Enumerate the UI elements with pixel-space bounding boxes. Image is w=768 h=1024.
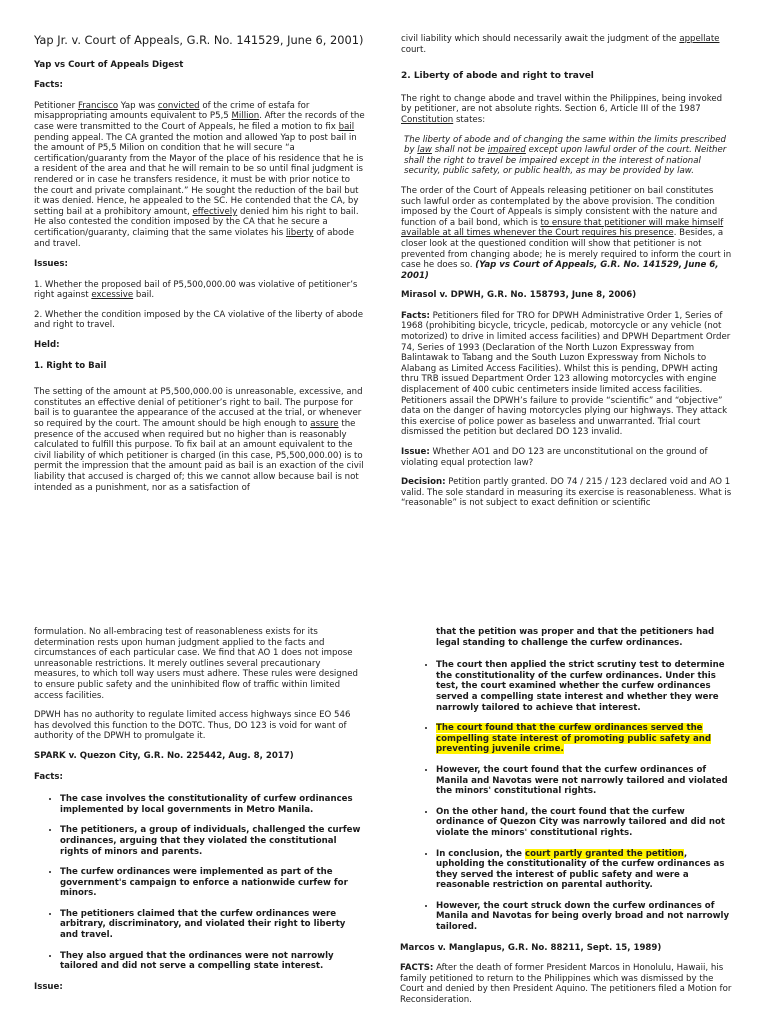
issue-2: 2. Whether the condition imposed by the CA violative of the liberty of abode and right to travel. xyxy=(34,309,364,331)
text: of abode and travel. xyxy=(34,227,354,249)
spark-held-list xyxy=(410,660,734,932)
held-heading: Held: xyxy=(34,340,60,351)
mirasol-heading: Mirasol v. DPWH, G.R. No. 158793, June 8, 2006) xyxy=(401,290,637,301)
top-left-column xyxy=(34,34,366,502)
text: . After the records of the case were transmitted to the Court of Appeals, he filed a motion to fix xyxy=(34,111,365,132)
label: Issue: xyxy=(401,447,430,457)
text: The liberty of abode and of changing the same within the limits prescribed by xyxy=(404,134,727,156)
marcos-facts xyxy=(400,963,734,1005)
text: After the death of former President Marcos in Honolulu, Hawaii, his family petitioned to return to the Philippines which was dismissed by the Court and denied by then President Aquino. The petitioners filed a Motion for Reconsideration. xyxy=(400,963,732,1006)
dpwh-paragraph: DPWH has no authority to regulate limited access highways since EO 546 has devolved this function to the DOTC. Thus, DO 123 is void for want of authority of the DPWH to promulgate it. xyxy=(34,710,351,742)
list-item: • The curfew ordinances were implemented as part of the government's campaign to enforce a nationwide curfew for minors. xyxy=(60,867,366,899)
facts-paragraph xyxy=(34,101,366,249)
text: pending appeal. The CA granted the motion and allowed Yap to post bail in the amount of P5,5 Milion on condition that he will secure “a certification/guaranty from the Mayor of the place of his residence that he is a resident of the area and that he will remain to be so until final judgment is rendered or in case he transfers residence, it must be with prior notice to the court and private complainant.” He sought the reduction of the bail but it was denied. Hence, he appealed to the SC. He contended that the CA, by setting bail at a prohibitory amount, xyxy=(34,132,364,217)
list-item: • They also argued that the ordinances were not narrowly tailored and did not serve a compelling state interest. xyxy=(60,951,366,972)
text: Petition partly granted. DO 74 / 215 / 123 declared void and AO 1 valid. The sole standard in measuring its exercise is reasonableness. What is “reasonable” is not subject to exact definition or scientific xyxy=(401,477,732,509)
list-item: • The court then applied the strict scrutiny test to determine the constitutionality of the curfew ordinances. Under this test, the court examined whether the curfew ordinances served a compelling state interest and whether they were narrowly tailored to achieve that interest. xyxy=(436,660,734,713)
text: The setting of the amount at P5,500,000.00 is unreasonable, excessive, and constitutes an effective denial of petitioner’s right to bail. The purpose for bail is to guarantee the appearance of the accused at the trial, or whenever so required by the court. The amount should be high enough to xyxy=(34,387,363,430)
underlined-phrase: to ensure that petitioner will make himself available at all times whenever the Court requires his presence xyxy=(401,217,724,239)
mirasol-issue xyxy=(401,447,734,468)
link-effectively[interactable]: effectively xyxy=(192,206,238,217)
highlight: The court found that the curfew ordinances served the compelling state interest of promoting public safety and preventing juvenile crime. xyxy=(436,723,712,755)
text: of the crime of estafa for misappropriating amounts equivalent to P5,5 xyxy=(34,100,310,122)
text: except upon lawful order of the court. Neither shall the right to travel be impaired except in the interest of national security, public safety, or public health, as may be provided by law. xyxy=(404,145,727,177)
text: Yap was xyxy=(118,100,158,111)
list-item: • However, the court struck down the curfew ordinances of Manila and Navotas for being overly broad and not narrowly tailored. xyxy=(436,901,734,933)
label: FACTS: xyxy=(400,963,434,974)
link-constitution[interactable]: Constitution xyxy=(401,114,454,125)
text: . Besides, a closer look at the questioned condition will show that petitioner is not prevented from changing abode; he is merely required to inform the court in case he does so. xyxy=(401,228,732,271)
citation: (Yap vs Court of Appeals, G.R. No. 141529, June 6, 2001) xyxy=(401,260,719,281)
text: civil liability which should necessarily await the judgment of the xyxy=(401,34,680,44)
spark-heading: SPARK v. Quezon City, G.R. No. 225442, Aug. 8, 2017) xyxy=(34,750,294,761)
spark-issue-heading: Issue: xyxy=(34,981,63,992)
continuation-bold: that the petition was proper and that the petitioners had legal standing to challenge the curfew ordinances. xyxy=(436,627,715,648)
link-liberty[interactable]: liberty xyxy=(286,227,314,238)
link-convicted[interactable]: convicted xyxy=(157,100,200,111)
reasonableness-paragraph: formulation. No all-embracing test of reasonableness exists for its determination rests upon human judgment applied to the facts and circumstances of each particular case. We find that AO 1 does not impose unreasonable restrictions. It merely outlines several precautionary measures, to which toll way users must adhere. These rules were designed to ensure public safety and the uninhibited flow of traffic within limited access facilities. xyxy=(34,627,358,701)
held-paragraph xyxy=(34,387,366,493)
link-assure[interactable]: assure xyxy=(310,419,339,430)
link-francisco[interactable]: Francisco xyxy=(77,100,119,111)
link-excessive[interactable]: excessive xyxy=(91,290,134,301)
list-item-highlighted xyxy=(436,723,734,755)
issue-1 xyxy=(34,280,366,301)
highlight: court partly granted the petition xyxy=(524,848,684,859)
text: shall not be xyxy=(431,145,488,156)
label: Decision: xyxy=(401,477,446,488)
text: court. xyxy=(401,44,427,55)
list-item xyxy=(436,849,734,891)
text: the presence of the accused when required but no higher than is reasonably calculated to fulfill this purpose. To fix bail at an amount equivalent to the civil liability of which petitioner is charged (in this case, P5,500,000.00) is to permit the impression that the amount paid as bail is an exaction of the civil liability that accused is charged of; this we cannot allow because bail is not intended as a punishment, nor as a satisfaction of xyxy=(34,419,364,493)
spark-facts-heading: Facts: xyxy=(34,771,63,782)
text: , upholding the constitutionality of the curfew ordinances as they served the interest of public safety and were a reasonable restriction on parental authority. xyxy=(436,848,725,891)
text: states: xyxy=(453,114,486,125)
liberty-heading: 2. Liberty of abode and right to travel xyxy=(401,71,594,82)
issues-heading: Issues: xyxy=(34,259,68,270)
list-item: • The petitioners, a group of individuals, challenged the curfew ordinances, arguing that they violated the constitutional rights of minors and parents. xyxy=(60,825,366,857)
text: The right to change abode and travel within the Philippines, being invoked by petitioner, are not absolute rights. Section 6, Article III of the 1987 xyxy=(401,93,723,115)
right-to-bail-heading: 1. Right to Bail xyxy=(34,360,107,371)
page-break xyxy=(0,560,768,622)
bottom-left-column xyxy=(34,627,366,1002)
constitution-quote xyxy=(401,135,734,177)
case-title: Yap Jr. v. Court of Appeals, G.R. No. 141529, June 6, 2001) xyxy=(34,33,364,47)
text: The order of the Court of Appeals releasing petitioner on bail constitutes such lawful order as contemplated by the above provision. The condition imposed by the Court of Appeals is simply consistent with the nature and function of a bail bond, which is xyxy=(401,185,718,228)
marcos-heading: Marcos v. Manglapus, G.R. No. 88211, Sept. 15, 1989) xyxy=(400,942,662,953)
mirasol-facts xyxy=(401,311,734,438)
link-appellate[interactable]: appellate xyxy=(679,34,720,44)
facts-heading: Facts: xyxy=(34,80,63,91)
list-item: • However, the court found that the curfew ordinances of Manila and Navotas were not narrowly tailored and violated the minors' constitutional rights. xyxy=(436,765,734,797)
list-item: • On the other hand, the court found that the curfew ordinance of Quezon City was narrowly tailored and did not violate the minors' constitutional rights. xyxy=(436,807,734,839)
link-bail[interactable]: bail xyxy=(338,121,355,132)
text: In conclusion, the xyxy=(436,848,525,859)
text: Whether AO1 and DO 123 are unconstitutional on the ground of violating equal protection law? xyxy=(401,447,708,468)
bottom-right-column xyxy=(400,627,734,1015)
text: Petitioners filed for TRO for DPWH Administrative Order 1, Series of 1968 (prohibiting bicycle, tricycle, pedicab, motorcycle or any vehicle (not motorized) to drive in limited access facilities) and DPWH Department Order 74, Series of 1993 (Declaration of the North Luzon Expressway from Balintawak to Tabang and the South Luzon Expressway from Nichols to Alabang as Limited Access Facilities). Whilst this is pending, DPWH acting thru TRB issued Department Order 123 allowing motorcycles with engine displacement of 400 cubic centimeters inside limited access facilities. Petitioners assail the DPWH’s failure to provide “scientific” and “objective” data on the danger of having motorcycles plying our highways. They attack this exercise of police power as baseless and unwarranted. Trial court dismissed the petition but declared DO 123 invalid. xyxy=(401,310,731,438)
liberty-paragraph xyxy=(401,94,734,126)
label: Facts: xyxy=(401,310,430,321)
text: bail. xyxy=(133,290,155,301)
spark-facts-list xyxy=(34,794,366,972)
top-right-column xyxy=(401,34,734,518)
link-million[interactable]: Million xyxy=(231,111,260,122)
text: denied him his right to bail. He also contested the condition imposed by the CA that he secure a certification/guaranty, claiming that the same violates his xyxy=(34,206,359,238)
list-item: • The petitioners claimed that the curfew ordinances were arbitrary, discriminatory, and violated their right to liberty and travel. xyxy=(60,909,366,941)
mirasol-decision xyxy=(401,477,734,509)
order-paragraph xyxy=(401,186,734,281)
link-law[interactable]: law xyxy=(417,145,432,156)
link-impaired[interactable]: impaired xyxy=(487,145,526,156)
text: Petitioner xyxy=(34,100,78,111)
text: 1. Whether the proposed bail of P5,500,000.00 was violative of petitioner’s right against xyxy=(34,279,358,301)
digest-heading: Yap vs Court of Appeals Digest xyxy=(34,59,184,70)
list-item: • The case involves the constitutionality of curfew ordinances implemented by local governments in Metro Manila. xyxy=(60,794,366,815)
continuation-text xyxy=(401,34,734,55)
